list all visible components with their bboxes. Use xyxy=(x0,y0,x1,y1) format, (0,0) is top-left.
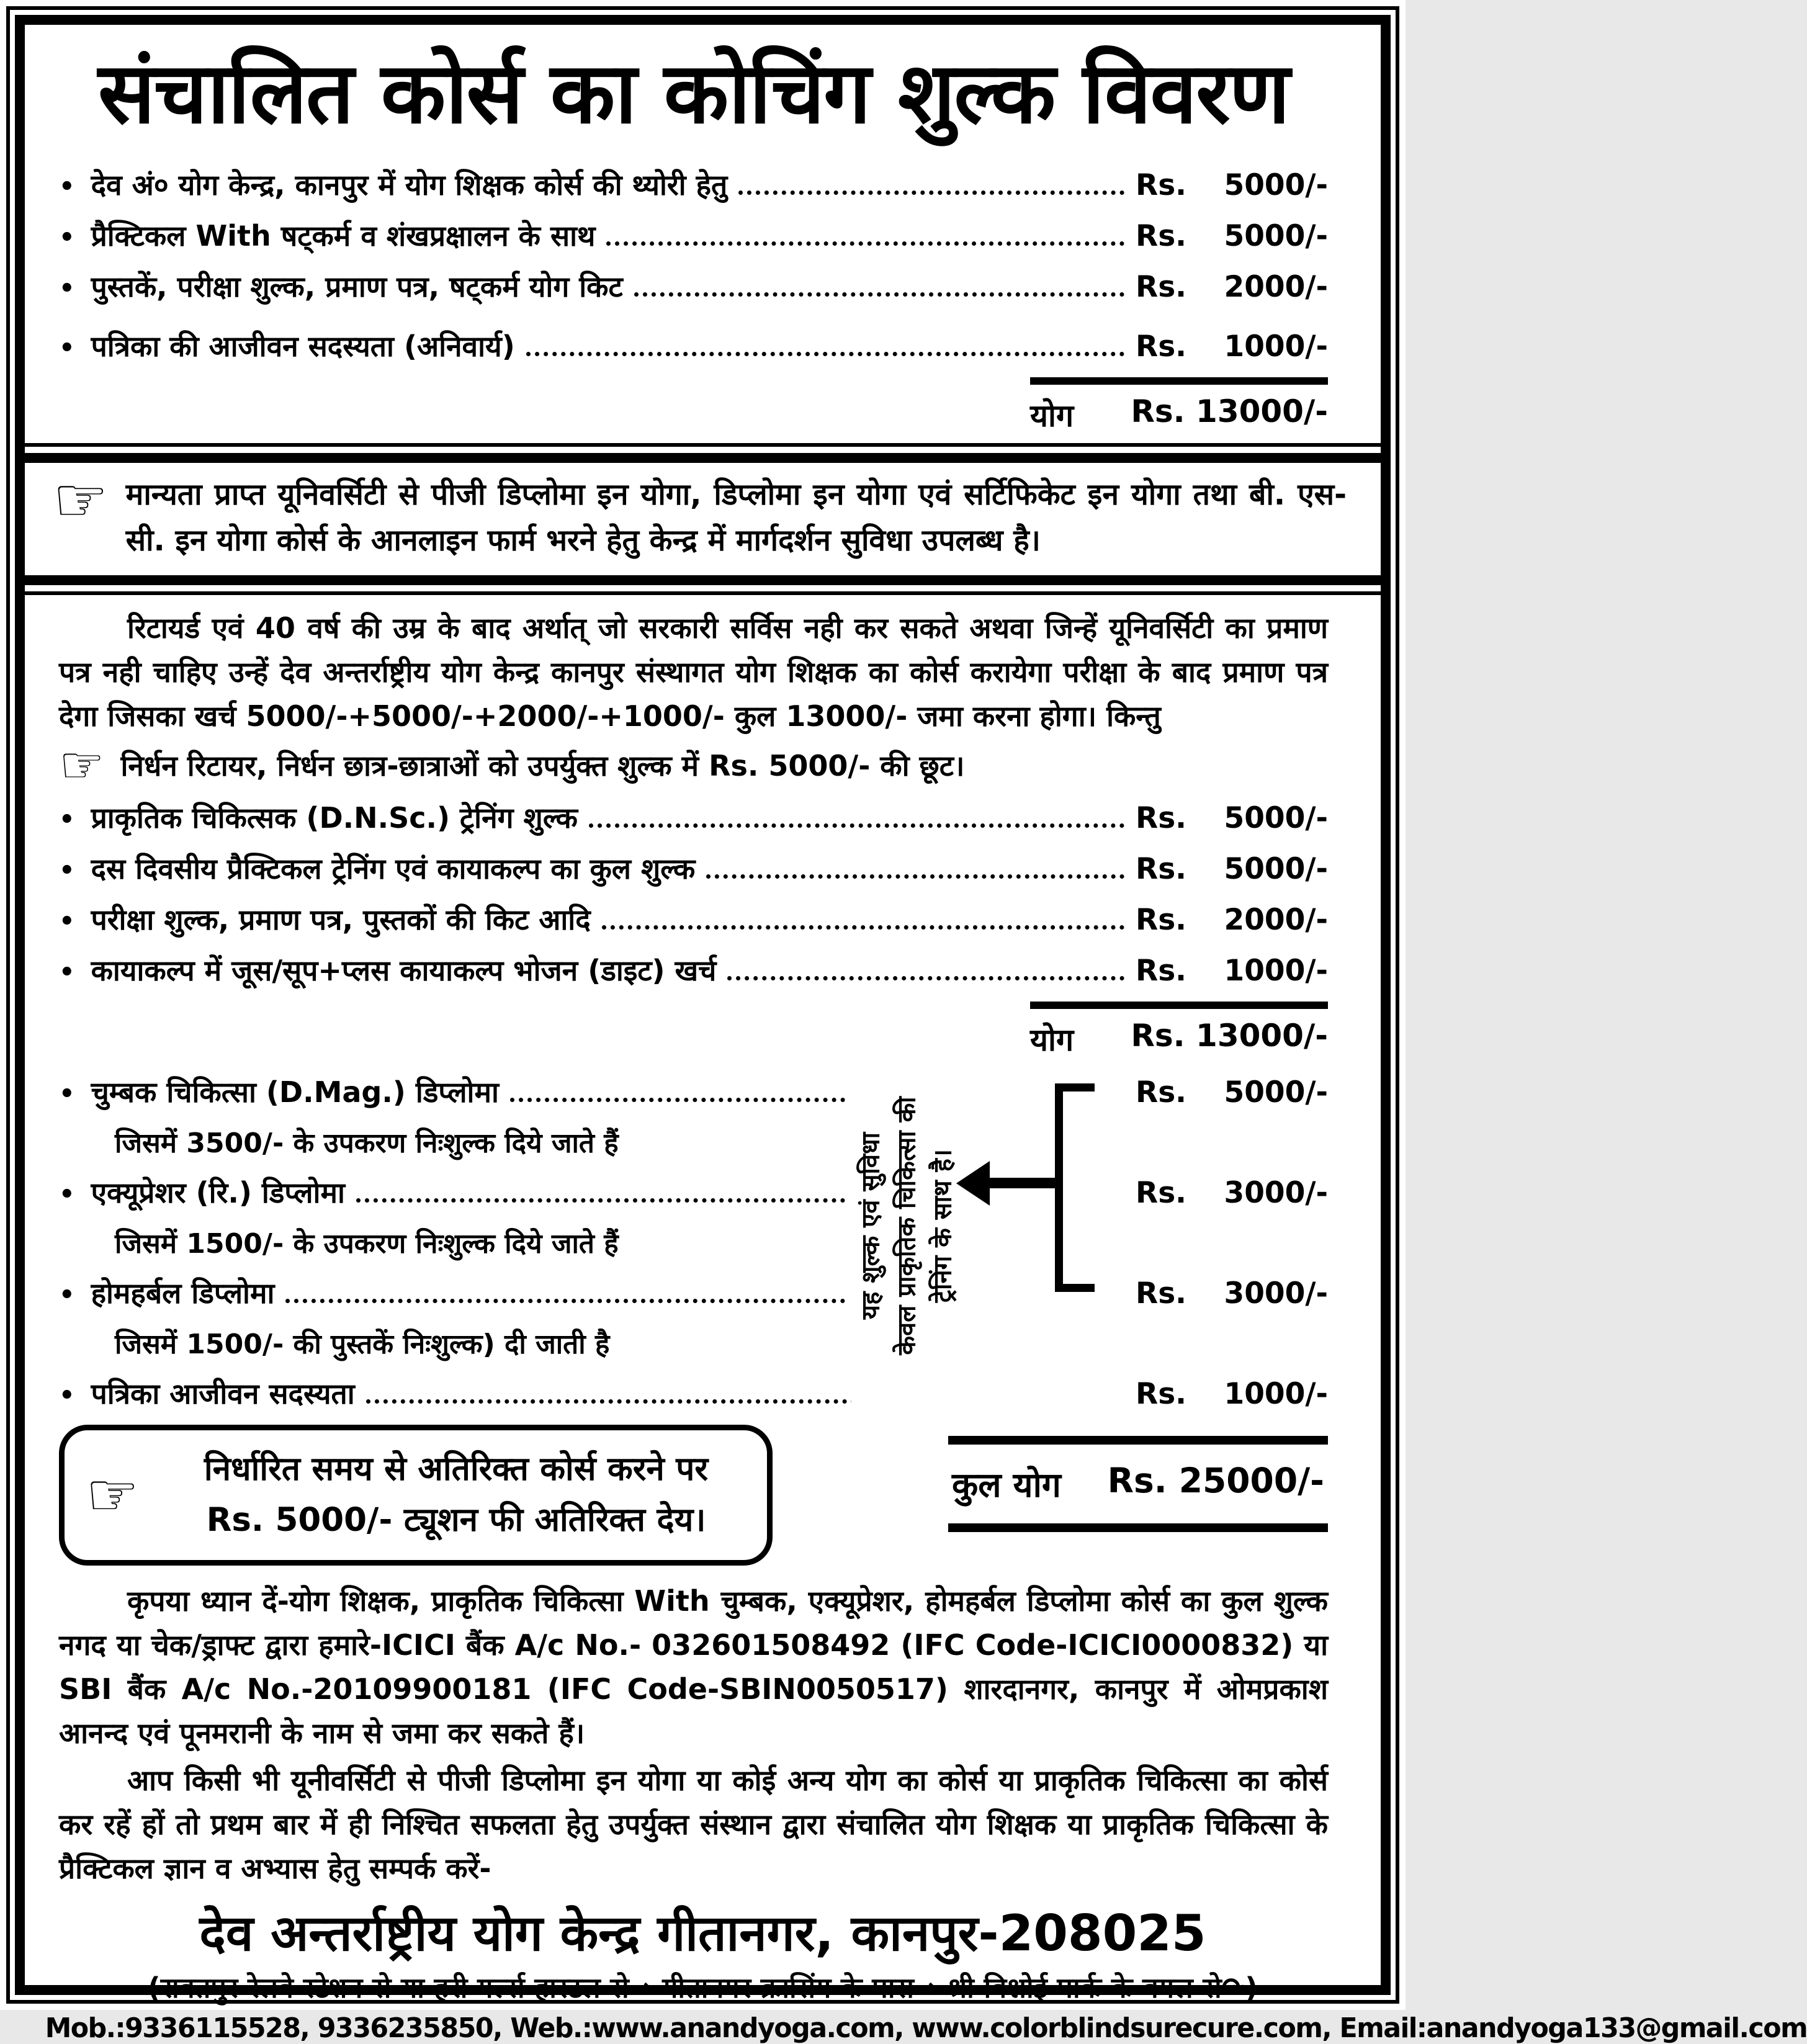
bullet-icon: • xyxy=(59,856,75,885)
dotted-leader xyxy=(285,1299,845,1303)
pointing-hand-icon: ☞ xyxy=(53,464,109,536)
fee-total xyxy=(1030,1002,1328,1060)
currency-label: Rs. xyxy=(1136,1377,1187,1412)
fee-sub-note: जिसमें 3500/- के उपकरण निःशुल्क दिये जाते हैं xyxy=(115,1127,619,1160)
bullet-icon: • xyxy=(59,223,75,252)
total-label: योग xyxy=(1030,398,1074,434)
amount-value: 5000/- xyxy=(1224,801,1328,836)
retired-paragraph: रिटायर्ड एवं 40 वर्ष की उम्र के बाद अर्थात् जो सरकारी सर्विस नही कर सकते अथवा जिन्हें यूनिवर्सिटी का प्रमाण पत्र नही चाहिए उन्हें देव अन्तर्राष्ट्रीय योग केन्द्र कानपुर संस्थागत योग शिक्षक का कोर्स करायेगा परीक्षा के बाद प्रमाण पत्र देगा जिसका खर्च 5000/-+5000/-+2000/-+1000/- कुल 13000/- जमा करना होगा। किन्तु xyxy=(59,611,1328,733)
fee-row xyxy=(59,326,1328,365)
extra-course-box xyxy=(59,1425,773,1565)
extra-course-and-total xyxy=(59,1425,1328,1565)
center-name-heading: देव अन्तर्राष्ट्रीय योग केन्द्र गीतानगर, कानपुर-208025 xyxy=(199,1904,1206,1962)
fee-amount xyxy=(1136,329,1328,364)
page-title: संचालित कोर्स का कोचिंग शुल्क विवरण xyxy=(98,45,1289,143)
currency-label: Rs. xyxy=(1136,270,1187,304)
bullet-icon: • xyxy=(59,958,75,987)
extra-course-line1: निर्धारित समय से अतिरिक्त कोर्स करने पर xyxy=(204,1450,709,1489)
bullet-icon: • xyxy=(59,334,75,362)
total-amount: Rs. 13000/- xyxy=(1131,393,1328,429)
currency-label: Rs. xyxy=(1136,219,1187,253)
diploma-fee-region xyxy=(59,1072,1328,1412)
amount-value: 2000/- xyxy=(1224,903,1328,938)
dotted-leader xyxy=(589,823,1124,828)
fee-amount xyxy=(1136,1176,1328,1210)
fee-total xyxy=(1030,377,1328,436)
fee-amount xyxy=(1136,1377,1328,1411)
fee-amount xyxy=(1136,801,1328,835)
naturopathy-condition-callout xyxy=(851,1066,1131,1414)
fee-label: परीक्षा शुल्क, प्रमाण पत्र, पुस्तकों की किट आदि xyxy=(91,903,591,937)
fee-label: होमहर्बल डिप्लोमा xyxy=(91,1276,275,1311)
pointing-hand-icon: ☞ xyxy=(86,1460,140,1530)
grand-total-label: कुल योग xyxy=(952,1465,1061,1505)
fee-row xyxy=(59,267,1328,305)
fee-label: पुस्तकें, परीक्षा शुल्क, प्रमाण पत्र, षट्कर्म योग किट xyxy=(91,270,623,303)
currency-label: Rs. xyxy=(1136,954,1187,988)
fee-label: कायाकल्प में जूस/सूप+प्लस कायाकल्प भोजन (डाइट) खर्च xyxy=(91,954,717,988)
dotted-leader xyxy=(526,352,1124,356)
discount-note-text: निर्धन रिटायर, निर्धन छात्र-छात्राओं को उपर्युक्त शुल्क में Rs. 5000/- की छूट। xyxy=(120,749,965,783)
amount-value: 5000/- xyxy=(1224,219,1328,253)
guidance-note-text: मान्यता प्राप्त यूनिवर्सिटी से पीजी डिप्लोमा इन योगा, डिप्लोमा इन योगा एवं सर्टिफिकेट इन योगा तथा बी. एस-सी. इन योगा कोर्स के आनलाइन फार्म भरने हेतु केन्द्र में मार्गदर्शन सुविधा उपलब्ध है। xyxy=(125,477,1347,558)
fee-row xyxy=(59,165,1328,204)
total-amount: Rs. 13000/- xyxy=(1131,1018,1328,1054)
bullet-icon: • xyxy=(59,1281,75,1310)
fee-amount xyxy=(1136,219,1328,253)
side-note-line: केवल प्राकृतिक चिकित्सा की xyxy=(892,1096,921,1355)
fee-row xyxy=(59,1374,1328,1412)
fee-label: प्रैक्टिकल With षट्कर्म व शंखप्रक्षालन के साथ xyxy=(91,219,596,253)
section-coaching-fees xyxy=(25,25,1381,443)
bracket-arm xyxy=(1055,1284,1095,1292)
currency-label: Rs. xyxy=(1136,329,1187,364)
amount-value: 3000/- xyxy=(1224,1276,1328,1311)
dotted-leader xyxy=(727,976,1124,980)
currency-label: Rs. xyxy=(1136,1075,1187,1110)
bullet-icon: • xyxy=(59,1080,75,1109)
bullet-icon: • xyxy=(59,274,75,303)
bullet-icon: • xyxy=(59,173,75,201)
dotted-leader xyxy=(510,1098,845,1102)
dotted-leader xyxy=(706,874,1124,879)
outer-border xyxy=(6,6,1807,2044)
amount-value: 1000/- xyxy=(1224,1377,1328,1412)
fee-amount xyxy=(1136,903,1328,937)
amount-value: 1000/- xyxy=(1224,954,1328,988)
fee-row xyxy=(59,900,1328,938)
route-address-line: (रावतपुर रेलवे स्टेशन से या हरी गर्ल्स हास्टल से→ गीतानगर क्रासिंग के पास→ श्री विश्नोई पार्क के बगल से↷) xyxy=(148,1971,1258,2004)
fee-sub-note: जिसमें 1500/- की पुस्तकें निःशुल्क) दी जाती है xyxy=(115,1329,610,1361)
fee-amount xyxy=(1136,168,1328,202)
bullet-icon: • xyxy=(59,805,75,835)
dotted-leader xyxy=(356,1198,845,1203)
fee-label: देव अं० योग केन्द्र, कानपुर में योग शिक्षक कोर्स की थ्योरी हेतु xyxy=(91,168,728,202)
fee-row xyxy=(59,1072,1328,1111)
fee-amount xyxy=(1136,1075,1328,1109)
left-arrow-shaft xyxy=(990,1178,1063,1188)
currency-label: Rs. xyxy=(1136,801,1187,836)
currency-label: Rs. xyxy=(1136,1176,1187,1211)
bracket-arm xyxy=(1055,1083,1095,1091)
amount-value: 1000/- xyxy=(1224,329,1328,364)
fee-label: चुम्बक चिकित्सा (D.Mag.) डिप्लोमा xyxy=(91,1075,499,1109)
grand-total xyxy=(948,1436,1328,1532)
dotted-leader xyxy=(602,925,1124,930)
fee-label: पत्रिका की आजीवन सदस्यता (अनिवार्य) xyxy=(91,329,515,363)
fee-sub-note: जिसमें 1500/- के उपकरण निःशुल्क दिये जाते हैं xyxy=(115,1228,619,1260)
section-guidance-note xyxy=(25,463,1381,575)
side-note-line: ट्रेनिंग के साथ है। xyxy=(928,1149,957,1303)
fee-label: पत्रिका आजीवन सदस्यता xyxy=(91,1377,355,1411)
fee-row xyxy=(59,798,1328,836)
amount-value: 5000/- xyxy=(1224,168,1328,202)
dotted-leader xyxy=(634,292,1124,297)
currency-label: Rs. xyxy=(1136,1276,1187,1311)
section-naturopathy-fees xyxy=(25,595,1381,1566)
side-note-line: यह शुल्क एवं सुविधा xyxy=(856,1132,886,1320)
extra-course-text xyxy=(166,1444,746,1546)
currency-label: Rs. xyxy=(1136,168,1187,202)
amount-value: 3000/- xyxy=(1224,1176,1328,1211)
amount-value: 5000/- xyxy=(1224,852,1328,887)
currency-label: Rs. xyxy=(1136,903,1187,938)
fee-row xyxy=(59,1273,1328,1312)
footer xyxy=(25,1903,1807,2044)
currency-label: Rs. xyxy=(1136,852,1187,887)
extra-course-line2: Rs. 5000/- ट्यूशन फी अतिरिक्त देय। xyxy=(206,1501,706,1540)
section-divider xyxy=(25,443,1381,463)
fee-amount xyxy=(1136,1276,1328,1311)
bullet-icon: • xyxy=(59,907,75,936)
fee-row xyxy=(59,849,1328,887)
fee-amount xyxy=(1136,954,1328,988)
inner-border xyxy=(15,15,1807,2044)
grand-total-amount: Rs. 25000/- xyxy=(1107,1461,1324,1501)
attention-paragraph: कृपया ध्यान दें-योग शिक्षक, प्राकृतिक चिकित्सा With चुम्बक, एक्यूप्रेशर, होमहर्बल डिप्लोमा कोर्स का कुल शुल्क नगद या चेक/ड्राफ्ट द्वारा हमारे-ICICI बैंक A/c No.- 032601508492 (IFC Code-ICICI0000832) या SBI बैंक A/c No.-20109900181 (IFC Code-SBIN0050517) शारदानगर, कानपुर में ओमप्रकाश आनन्द एवं पूनमरानी के नाम से जमा कर सकते हैं। xyxy=(59,1584,1328,1750)
fee-label: दस दिवसीय प्रैक्टिकल ट्रेनिंग एवं कायाकल्प का कुल शुल्क xyxy=(91,852,696,886)
amount-value: 2000/- xyxy=(1224,270,1328,304)
fee-label: एक्यूप्रेशर (रि.) डिप्लोमा xyxy=(91,1176,345,1210)
fee-row xyxy=(59,1173,1328,1211)
dotted-leader xyxy=(606,241,1124,246)
bullet-icon: • xyxy=(59,1381,75,1410)
fee-label: प्राकृतिक चिकित्सक (D.N.Sc.) ट्रेनिंग शुल्क xyxy=(91,801,578,835)
contact-paragraph: आप किसी भी यूनीवर्सिटी से पीजी डिप्लोमा इन योगा या कोई अन्य योग का कोर्स या प्राकृतिक चिकित्सा का कोर्स कर रहें हों तो प्रथम बार में ही निश्चित सफलता हेतु उपर्युक्त संस्थान द्वारा संचालित योग शिक्षक या प्राकृतिक चिकित्सा के प्रैक्टिकल ज्ञान व अभ्यास हेतु सम्पर्क करें- xyxy=(59,1763,1328,1886)
left-arrow-icon xyxy=(956,1161,990,1206)
fee-amount xyxy=(1136,270,1328,304)
rotated-side-note xyxy=(853,1065,987,1387)
contact-line: Mob.:9336115528, 9336235850, Web.:www.anandyoga.com, www.colorblindsurecure.com, Email:anandyoga133@gmail.com xyxy=(45,2012,1807,2044)
fee-row xyxy=(59,216,1328,254)
amount-value: 5000/- xyxy=(1224,1075,1328,1110)
discount-note xyxy=(59,735,1328,795)
section-payment-info xyxy=(25,1573,1381,1891)
pointing-hand-icon: ☞ xyxy=(59,735,105,795)
section-divider xyxy=(25,575,1381,595)
fee-row xyxy=(59,951,1328,989)
bullet-icon: • xyxy=(59,1180,75,1209)
fee-amount xyxy=(1136,852,1328,886)
dotted-leader xyxy=(738,191,1124,195)
total-label: योग xyxy=(1030,1022,1074,1059)
